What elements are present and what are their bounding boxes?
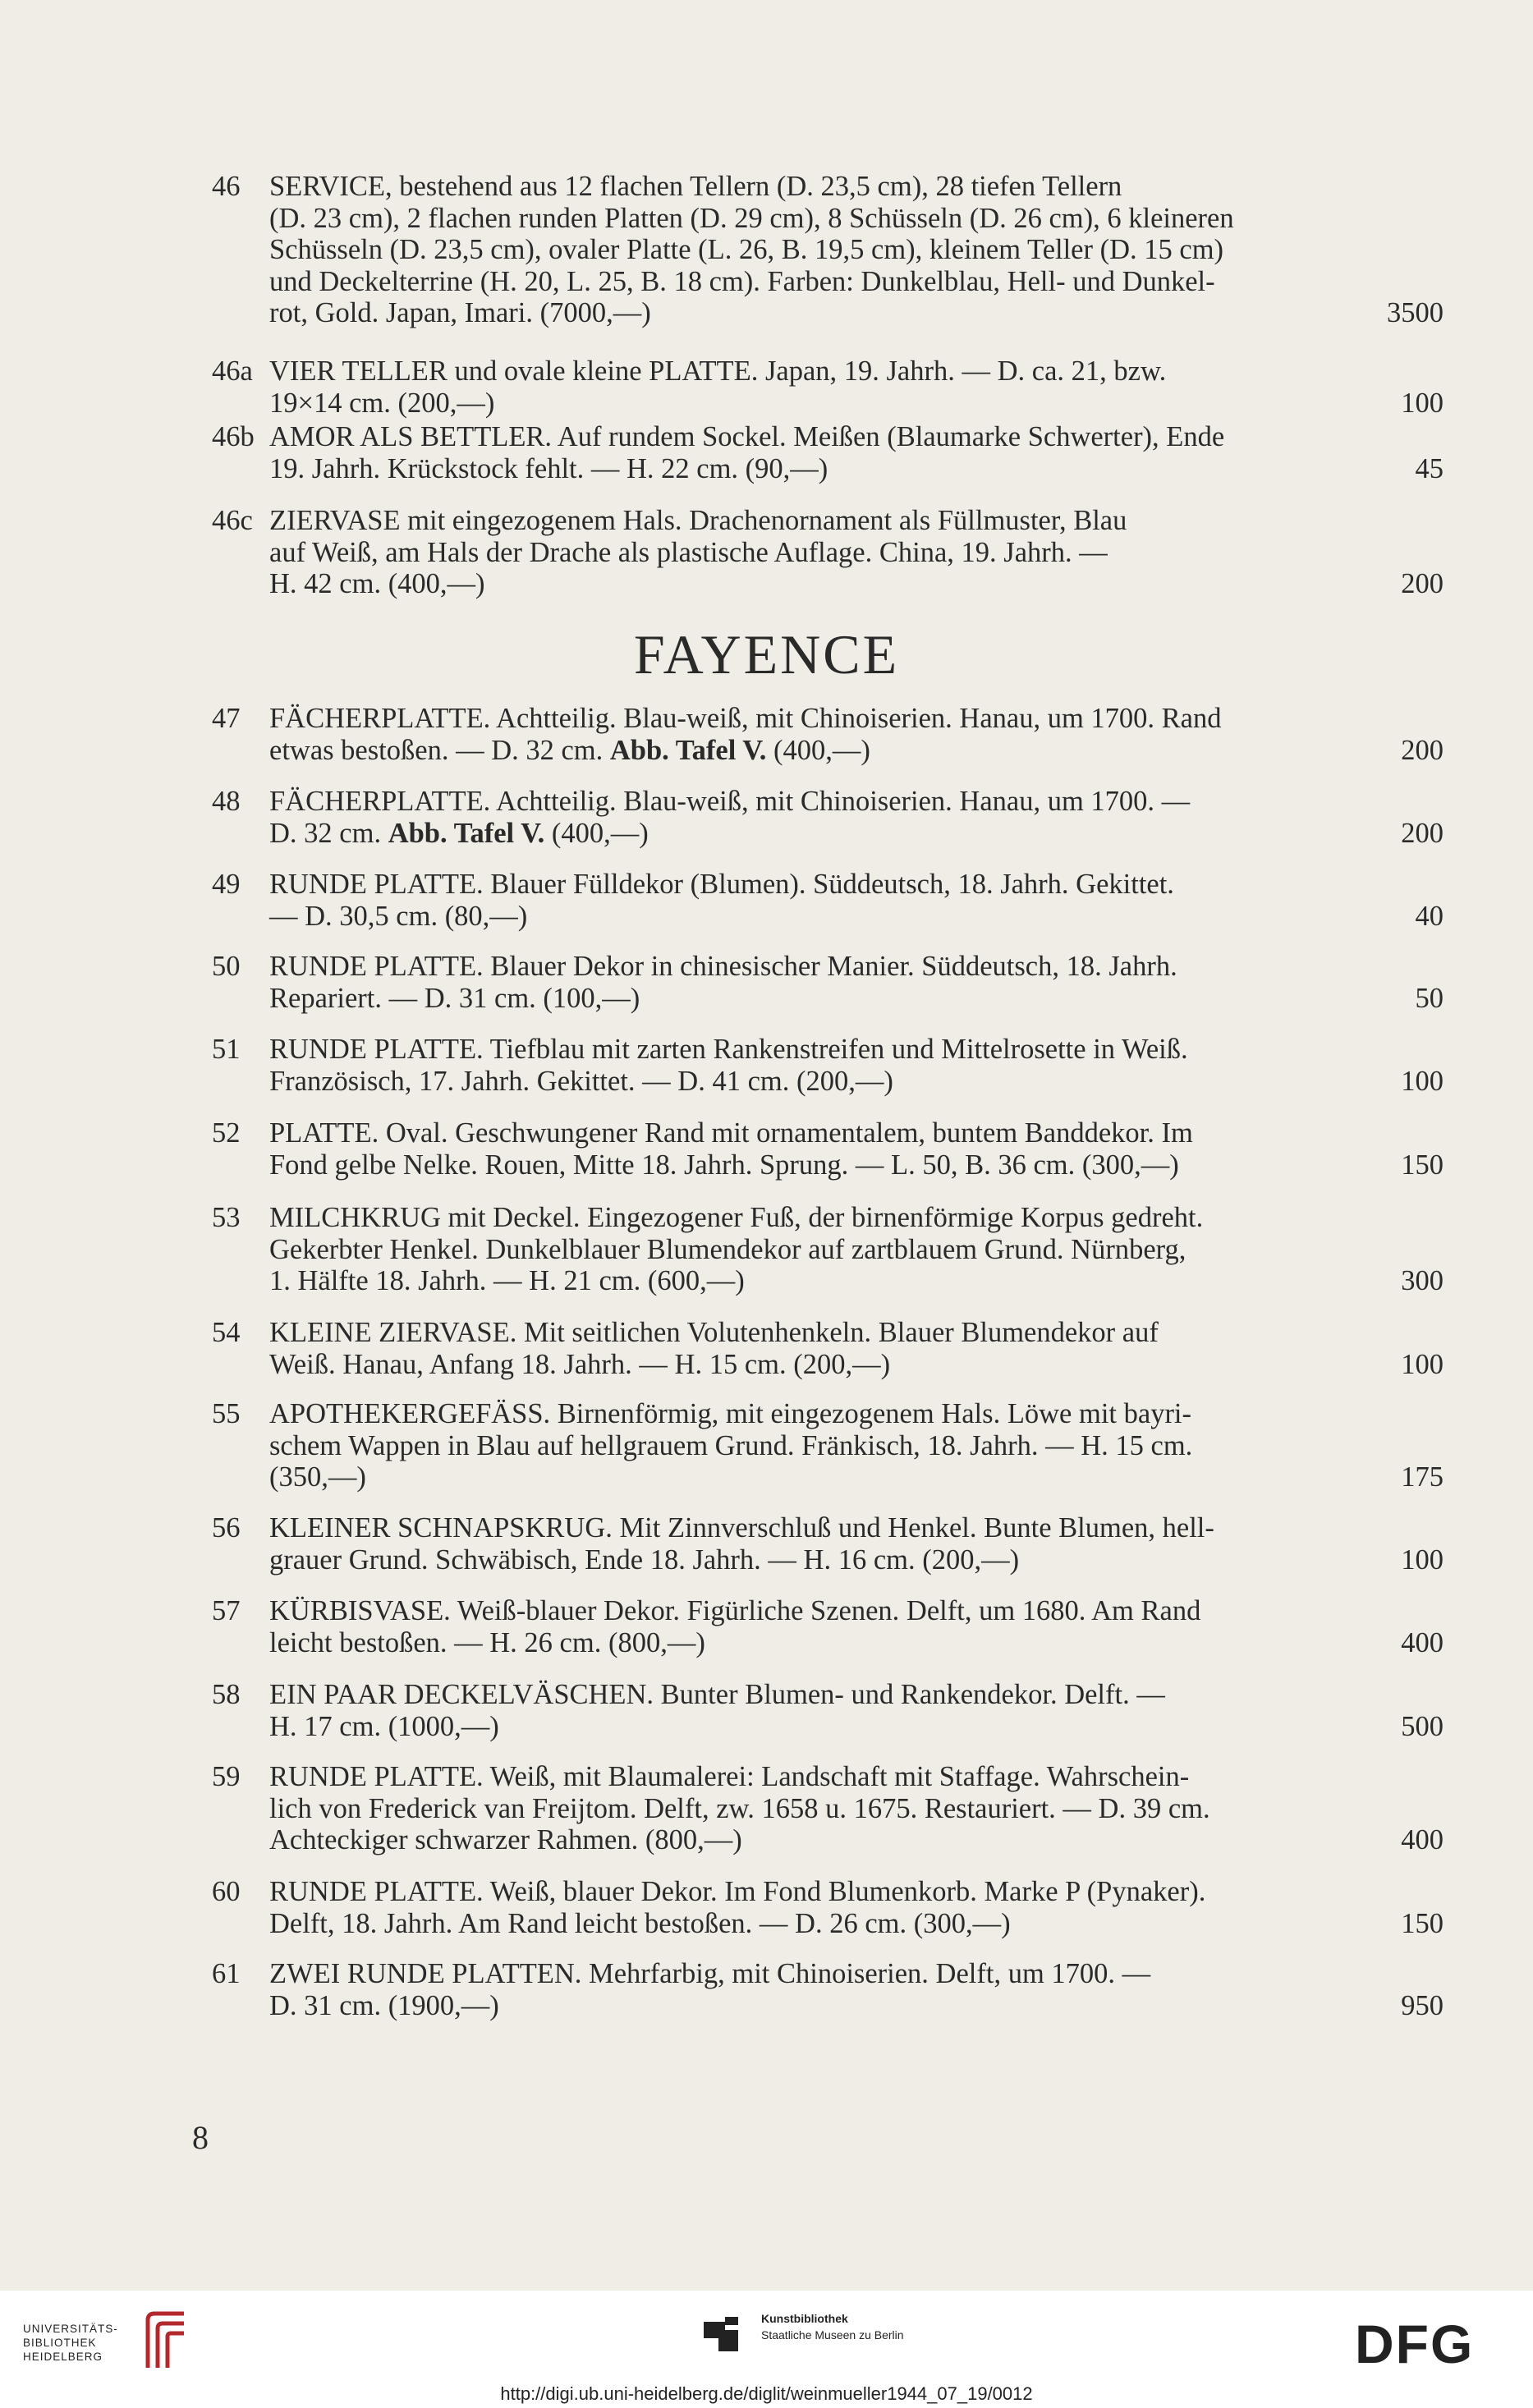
lot-number: 46a <box>212 355 253 387</box>
lot-number: 57 <box>212 1595 241 1626</box>
lot-description <box>269 1398 1443 1493</box>
lot-number: 49 <box>212 869 241 900</box>
description-last-line: grauer Grund. Schwäbisch, Ende 18. Jahrh. — H. 16 cm. (200,—) <box>269 1543 1020 1576</box>
lot-estimate: 950 <box>1401 1989 1443 2021</box>
footer <box>0 2291 1533 2408</box>
lot-estimate: 150 <box>1401 1907 1443 1939</box>
lot-estimate: 100 <box>1401 1348 1443 1380</box>
description-line: APOTHEKERGEFÄSS. Birnenförmig, mit eingezogenem Hals. Löwe mit bayri- <box>269 1398 1192 1429</box>
uni-line-2: BIBLIOTHEK <box>23 2337 97 2349</box>
lot-number: 61 <box>212 1958 241 1989</box>
description-last-line: Weiß. Hanau, Anfang 18. Jahrh. — H. 15 cm. (200,—) <box>269 1348 891 1380</box>
lot-estimate: 300 <box>1401 1265 1443 1296</box>
description-line: (D. 23 cm), 2 flachen runden Platten (D. 29 cm), 8 Schüsseln (D. 26 cm), 6 kleineren <box>269 202 1234 234</box>
lot-estimate: 100 <box>1401 1543 1443 1576</box>
description-line: AMOR ALS BETTLER. Auf rundem Sockel. Meißen (Blaumarke Schwerter), Ende <box>269 421 1225 452</box>
library-mark-icon <box>141 2309 190 2374</box>
lot-description <box>269 1202 1443 1297</box>
lot-number: 46 <box>212 171 241 202</box>
description-last-line: Delft, 18. Jahrh. Am Rand leicht bestoßen. — D. 26 cm. (300,—) <box>269 1907 1011 1939</box>
description-line: KLEINE ZIERVASE. Mit seitlichen Volutenhenkeln. Blauer Blumendekor auf <box>269 1317 1159 1348</box>
description-line: Schüsseln (D. 23,5 cm), ovaler Platte (L. 26, B. 19,5 cm), kleinem Teller (D. 15 cm) <box>269 234 1224 265</box>
lot-number: 56 <box>212 1512 241 1543</box>
lot-estimate: 400 <box>1401 1824 1443 1855</box>
description-line: SERVICE, bestehend aus 12 flachen Tellern (D. 23,5 cm), 28 tiefen Tellern <box>269 171 1122 202</box>
description-line: KÜRBISVASE. Weiß-blauer Dekor. Figürliche Szenen. Delft, um 1680. Am Rand <box>269 1595 1201 1626</box>
lot-description <box>269 951 1443 1014</box>
lot-number: 51 <box>212 1034 241 1065</box>
description-line: RUNDE PLATTE. Blauer Dekor in chinesischer Manier. Süddeutsch, 18. Jahrh. <box>269 951 1177 982</box>
lot-description <box>269 505 1443 600</box>
description-last-line: Fond gelbe Nelke. Rouen, Mitte 18. Jahrh. Sprung. — L. 50, B. 36 cm. (300,—) <box>269 1149 1179 1181</box>
lot-description <box>269 703 1443 766</box>
description-line: FÄCHERPLATTE. Achtteilig. Blau-weiß, mit Chinoiserien. Hanau, um 1700. — <box>269 786 1191 817</box>
kunstbibliothek-name: Kunstbibliothek <box>761 2312 848 2325</box>
description-line: VIER TELLER und ovale kleine PLATTE. Japan, 19. Jahrh. — D. ca. 21, bzw. <box>269 355 1167 387</box>
description-last-line: leicht bestoßen. — H. 26 cm. (800,—) <box>269 1626 705 1658</box>
description-last-line: Französisch, 17. Jahrh. Gekittet. — D. 41 cm. (200,—) <box>269 1065 893 1097</box>
description-last-line: (350,—) <box>269 1461 366 1493</box>
description-last-line: H. 42 cm. (400,—) <box>269 568 485 599</box>
lot-description <box>269 355 1443 419</box>
description-last-line: 19×14 cm. (200,—) <box>269 387 495 419</box>
lot-description <box>269 786 1443 849</box>
page-number: 8 <box>192 2119 209 2156</box>
lot-estimate: 50 <box>1415 982 1443 1014</box>
lot-description <box>269 1876 1443 1939</box>
lot-estimate: 45 <box>1415 452 1443 484</box>
lot-number: 46b <box>212 421 255 452</box>
description-line: FÄCHERPLATTE. Achtteilig. Blau-weiß, mit Chinoiserien. Hanau, um 1700. Rand <box>269 703 1222 734</box>
source-url[interactable]: http://digi.ub.uni-heidelberg.de/diglit/weinmueller1944_07_19/0012 <box>500 2383 1033 2404</box>
description-last-line: etwas bestoßen. — D. 32 cm. Abb. Tafel V. (400,—) <box>269 734 870 766</box>
lot-number: 55 <box>212 1398 241 1429</box>
lot-description <box>269 421 1443 484</box>
lot-number: 47 <box>212 703 241 734</box>
description-last-line: Achteckiger schwarzer Rahmen. (800,—) <box>269 1824 742 1855</box>
lot-description <box>269 1512 1443 1576</box>
lot-estimate: 100 <box>1401 1065 1443 1097</box>
lot-estimate: 500 <box>1401 1710 1443 1742</box>
description-line: Gekerbter Henkel. Dunkelblauer Blumendekor auf zartblauem Grund. Nürnberg, <box>269 1233 1186 1265</box>
lot-description <box>269 1595 1443 1658</box>
section-heading: FAYENCE <box>633 623 900 686</box>
description-line: PLATTE. Oval. Geschwungener Rand mit ornamentalem, buntem Banddekor. Im <box>269 1117 1193 1149</box>
lot-estimate: 3500 <box>1387 297 1443 328</box>
description-last-line: 19. Jahrh. Krückstock fehlt. — H. 22 cm. (90,—) <box>269 452 828 484</box>
uni-line-3: HEIDELBERG <box>23 2351 103 2363</box>
description-last-line: Repariert. — D. 31 cm. (100,—) <box>269 982 640 1014</box>
description-line: und Deckelterrine (H. 20, L. 25, B. 18 cm). Farben: Dunkelblau, Hell- und Dunkel- <box>269 265 1215 297</box>
lot-description <box>269 1958 1443 2021</box>
description-line: RUNDE PLATTE. Blauer Fülldekor (Blumen). Süddeutsch, 18. Jahrh. Gekittet. <box>269 869 1174 900</box>
description-line: KLEINER SCHNAPSKRUG. Mit Zinnverschluß und Henkel. Bunte Blumen, hell- <box>269 1512 1214 1543</box>
lot-estimate: 100 <box>1401 387 1443 419</box>
description-line: RUNDE PLATTE. Weiß, blauer Dekor. Im Fond Blumenkorb. Marke P (Pynaker). <box>269 1876 1206 1907</box>
lot-number: 59 <box>212 1761 241 1792</box>
lot-description <box>269 1034 1443 1097</box>
description-last-line: 1. Hälfte 18. Jahrh. — H. 21 cm. (600,—) <box>269 1265 745 1296</box>
lot-estimate: 400 <box>1401 1626 1443 1658</box>
description-last-line: rot, Gold. Japan, Imari. (7000,—) <box>269 297 651 328</box>
lot-estimate: 40 <box>1415 900 1443 932</box>
lot-description <box>269 869 1443 932</box>
lot-description <box>269 171 1443 329</box>
kunstbibliothek-icon <box>700 2314 741 2355</box>
lot-estimate: 200 <box>1401 734 1443 766</box>
lot-number: 48 <box>212 786 241 817</box>
description-line: EIN PAAR DECKELVÄSCHEN. Bunter Blumen- und Rankendekor. Delft. — <box>269 1679 1165 1710</box>
uni-line-1: UNIVERSITÄTS- <box>23 2323 118 2335</box>
lot-description <box>269 1117 1443 1181</box>
lot-estimate: 150 <box>1401 1149 1443 1181</box>
description-line: lich von Frederick van Freijtom. Delft, zw. 1658 u. 1675. Restauriert. — D. 39 cm. <box>269 1792 1210 1824</box>
lot-number: 54 <box>212 1317 241 1348</box>
lot-description <box>269 1761 1443 1856</box>
description-last-line: D. 31 cm. (1900,—) <box>269 1989 499 2021</box>
lot-estimate: 200 <box>1401 568 1443 599</box>
description-line: ZIERVASE mit eingezogenem Hals. Drachenornament als Füllmuster, Blau <box>269 505 1127 536</box>
lot-number: 52 <box>212 1117 241 1149</box>
description-last-line: H. 17 cm. (1000,—) <box>269 1710 499 1742</box>
lot-number: 46c <box>212 505 253 536</box>
lot-number: 50 <box>212 951 241 982</box>
description-line: schem Wappen in Blau auf hellgrauem Grund. Fränkisch, 18. Jahrh. — H. 15 cm. <box>269 1429 1193 1461</box>
description-line: ZWEI RUNDE PLATTEN. Mehrfarbig, mit Chinoiserien. Delft, um 1700. — <box>269 1958 1151 1989</box>
university-library-logo[interactable] <box>23 2322 118 2364</box>
description-line: MILCHKRUG mit Deckel. Eingezogener Fuß, der birnenförmige Korpus gedreht. <box>269 1202 1204 1233</box>
lot-number: 53 <box>212 1202 241 1233</box>
kunstbibliothek-subtitle: Staatliche Museen zu Berlin <box>761 2328 904 2341</box>
description-last-line: D. 32 cm. Abb. Tafel V. (400,—) <box>269 817 649 849</box>
dfg-logo[interactable]: DFG <box>1355 2314 1475 2374</box>
description-last-line: — D. 30,5 cm. (80,—) <box>269 900 528 932</box>
lot-estimate: 200 <box>1401 817 1443 849</box>
lot-number: 58 <box>212 1679 241 1710</box>
lot-description <box>269 1317 1443 1380</box>
description-line: RUNDE PLATTE. Tiefblau mit zarten Rankenstreifen und Mittelrosette in Weiß. <box>269 1034 1188 1065</box>
lot-estimate: 175 <box>1401 1461 1443 1493</box>
description-line: RUNDE PLATTE. Weiß, mit Blaumalerei: Landschaft mit Staffage. Wahrschein- <box>269 1761 1190 1792</box>
description-line: auf Weiß, am Hals der Drache als plastische Auflage. China, 19. Jahrh. — <box>269 536 1108 568</box>
lot-description <box>269 1679 1443 1742</box>
lot-number: 60 <box>212 1876 241 1907</box>
